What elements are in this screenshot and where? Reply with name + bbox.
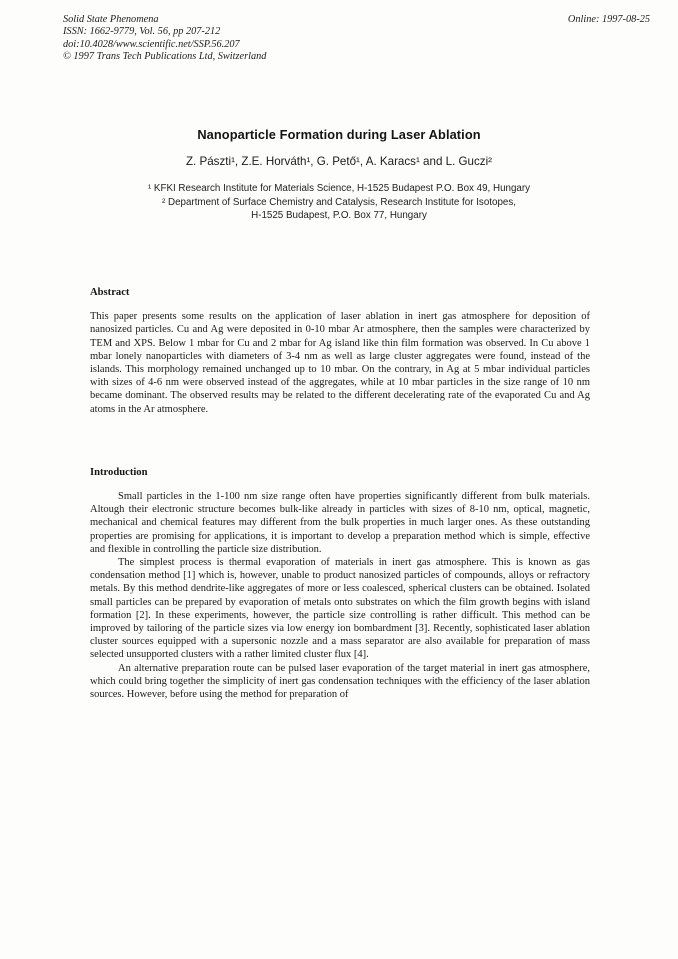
issn-volume-line: ISSN: 1662-9779, Vol. 56, pp 207-212 <box>63 26 221 38</box>
title-block <box>0 127 678 223</box>
intro-paragraph-1: Small particles in the 1-100 nm size range often have properties significantly different from bulk materials. Altough their electronic structure becomes bulk-like already in particles with sizes of 8-10 nm, optical, magnetic, mechanical and chemical features may different from the bulk properties in much larger ones. As these outstanding properties are promising for applications, it is important to develop a preparation method which is simple, effective and flexible in controlling the particle size distribution. <box>90 491 590 555</box>
journal-header <box>63 14 650 63</box>
doi-line: doi:10.4028/www.scientific.net/SSP.56.207 <box>63 38 240 50</box>
affiliation-2-line-1: ² Department of Surface Chemistry and Catalysis, Research Institute for Isotopes, <box>162 196 516 208</box>
abstract-heading: Abstract <box>90 287 130 298</box>
intro-paragraph-2: The simplest process is thermal evaporation of materials in inert gas atmosphere. This is known as gas condensation method [1] which is, however, unable to product nanosized particles of compounds, alloys or refractory metals. By this method dendrite-like aggregates of more or less coalesced, spherical clusters can be obtained. Isolated small particles can be prepared by evaporation of metals onto substrates on which the film growth begins with island formation [2]. In these experiments, however, the particle size controlling is rather difficult. This method can be improved by tailoring of the particle sizes via low energy ion bombardment [3]. Recently, sophisticated laser ablation cluster sources equipped with a supersonic nozzle and a mass separator are also available for preparation of mass selected unsupported clusters with a rather limited cluster flux [4]. <box>90 557 590 661</box>
paper-title: Nanoparticle Formation during Laser Ablation <box>197 127 481 142</box>
introduction-heading: Introduction <box>90 466 148 478</box>
journal-title: Solid State Phenomena <box>63 14 159 25</box>
affiliation-2-line-2: H-1525 Budapest, P.O. Box 77, Hungary <box>251 210 427 221</box>
authors-line: Z. Pászti¹, Z.E. Horváth¹, G. Pető¹, A. Karacs¹ and L. Guczi² <box>185 155 493 168</box>
abstract-text: This paper presents some results on the application of laser ablation in inert gas atmosphere for deposition of nanosized particles. Cu and Ag were deposited in 0-10 mbar Ar atmosphere, then the samples were characterized by TEM and XPS. Below 1 mbar for Cu and 2 mbar for Ag island like thin film formation was observed. In Cu above 1 mbar lonely nanoparticles with diameters of 3-4 nm as well as large cluster aggregates were found, instead of the islands. This morphology remained unchanged up to 10 mbar. On the contrary, in Ag at 5 mbar individual particles with sizes of 4-6 nm were observed instead of the aggregates, while at 10 mbar particles in the size range of 10 nm became dominant. The observed results may be related to the different decelerating rate of the evaporated Cu and Ag atoms in the Ar atmosphere. <box>90 311 590 415</box>
intro-paragraph-3: An alternative preparation route can be pulsed laser evaporation of the target material in inert gas atmosphere, which could bring together the simplicity of inert gas condensation techniques with the efficiency of the laser ablation sources. However, before using the method for preparation of <box>90 662 590 701</box>
affiliation-1: ¹ KFKI Research Institute for Materials Science, H-1525 Budapest P.O. Box 49, Hungary <box>147 183 531 194</box>
online-date: Online: 1997-08-25 <box>567 14 650 25</box>
article-body <box>90 286 590 701</box>
copyright-line: © 1997 Trans Tech Publications Ltd, Switzerland <box>63 50 267 62</box>
journal-meta-block <box>63 14 266 63</box>
